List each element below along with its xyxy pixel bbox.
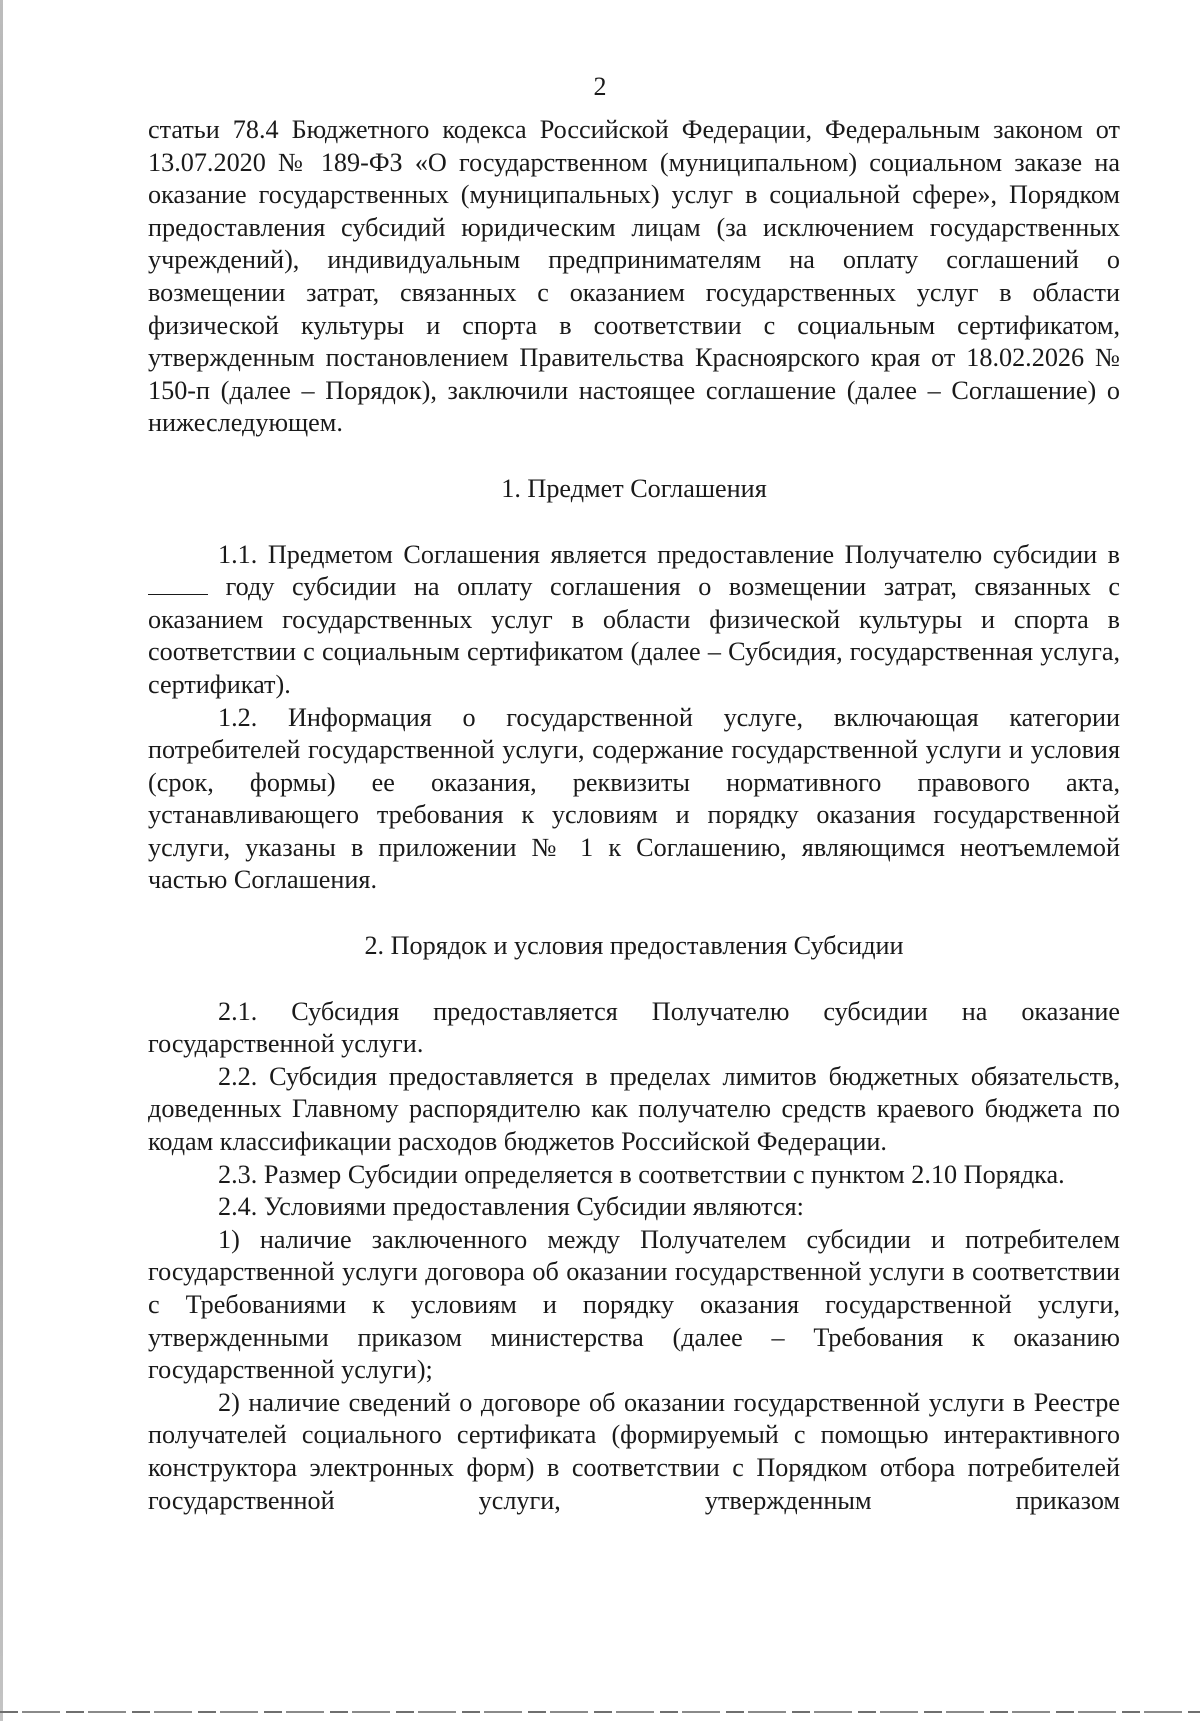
clause-1-1-text-end: году субсидии на оплату соглашения о возмещении затрат, связанных с оказанием государственных услуг в области физической культуры и спорта в соответствии с социальным сертификатом (далее – Субсидия, государственная услуга, сертификат). — [148, 572, 1120, 699]
scan-left-edge — [0, 0, 3, 1721]
scan-bottom-edge — [0, 1711, 1200, 1713]
clause-1-1-text-start: 1.1. Предметом Соглашения является предоставление Получателю субсидии в — [218, 539, 1120, 569]
clause-2-4-item-2: 2) наличие сведений о договоре об оказании государственной услуги в Реестре получателей социального сертификата (формируемый с помощью интерактивного конструктора электронных форм) в соответствии с Порядком отбора потребителей государственной услуги, утвержденным приказом — [148, 1387, 1120, 1515]
section-2-heading: 2. Порядок и условия предоставления Субсидии — [364, 931, 904, 961]
intro-paragraph: статьи 78.4 Бюджетного кодекса Российской Федерации, Федеральным законом от 13.07.2020 № 189-ФЗ «О государственном (муниципальном) социальном заказе на оказание государственных (муниципальных) услуг в социальной сфере», Порядком предоставления субсидий юридическим лицам (за исключением государственных учреждений), индивидуальным предпринимателям на оплату соглашений о возмещении затрат, связанных с оказанием государственных услуг в области физической культуры и спорта в соответствии с социальным сертификатом, утвержденным постановлением Правительства Красноярского края от 18.02.2026 № 150-п (далее – Порядок), заключили настоящее соглашение (далее – Соглашение) о нижеследующем. — [148, 115, 1120, 438]
clause-1-1 — [148, 539, 1120, 702]
clause-2-2: 2.2. Субсидия предоставляется в пределах лимитов бюджетных обязательств, доведенных Главному распорядителю как получателю средств краевого бюджета по кодам классификации расходов бюджетов Российской Федерации. — [148, 1061, 1120, 1157]
document-body — [148, 114, 1120, 1517]
clause-2-1: 2.1. Субсидия предоставляется Получателю субсидии на оказание государственной услуги. — [148, 996, 1120, 1059]
clause-2-4: 2.4. Условиями предоставления Субсидии являются: — [218, 1192, 804, 1222]
section-1-heading: 1. Предмет Соглашения — [501, 473, 767, 503]
clause-2-3: 2.3. Размер Субсидии определяется в соответствии с пунктом 2.10 Порядка. — [218, 1159, 1065, 1189]
clause-1-2: 1.2. Информация о государственной услуге, включающая категории потребителей государственной услуги, содержание государственной услуги и условия (срок, формы) ее оказания, реквизиты нормативного правового акта, устанавливающего требования к условиям и порядку оказания государственной услуги, указаны в приложении № 1 к Соглашению, являющимся неотъемлемой частью Соглашения. — [148, 702, 1120, 895]
clause-2-4-item-1: 1) наличие заключенного между Получателем субсидии и потребителем государственной услуги договора об оказании государственной услуги в соответствии с Требованиями к условиям и порядку оказания государственной услуги, утвержденными приказом министерства (далее – Требования к оказанию государственной услуги); — [148, 1224, 1120, 1385]
page-number: 2 — [593, 72, 607, 101]
year-blank-field — [148, 574, 208, 595]
